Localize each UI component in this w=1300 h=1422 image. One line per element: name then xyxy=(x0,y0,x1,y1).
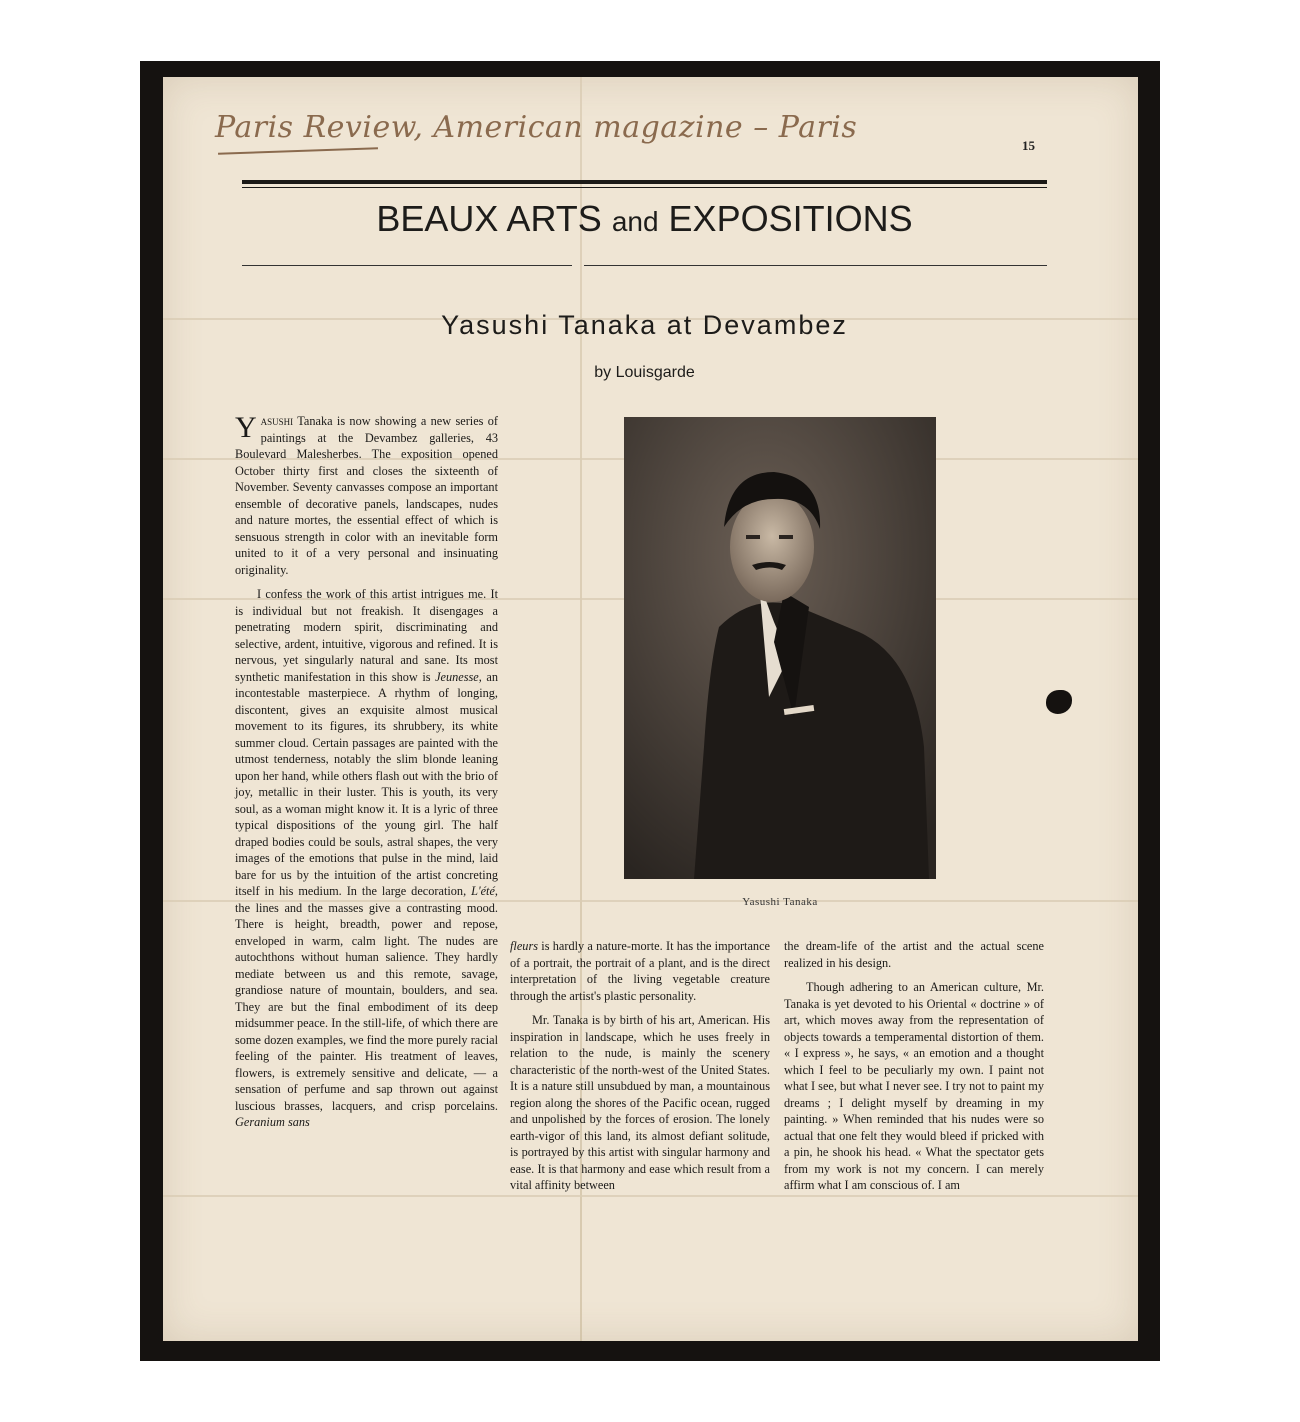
header-rule-thick xyxy=(242,180,1047,184)
section-title-and: and xyxy=(611,206,659,237)
photo-caption: Yasushi Tanaka xyxy=(742,896,818,908)
section-rule-left xyxy=(242,265,572,266)
lead-smallcaps: asushi xyxy=(260,414,294,428)
paragraph xyxy=(235,413,498,578)
page-number: 15 xyxy=(1022,138,1035,153)
section-rule-right xyxy=(584,265,1047,266)
artwork-title: fleurs xyxy=(510,939,539,953)
paragraph-text: , an incontestable masterpiece. A rhythm of longing, discontent, gives an exquisite almost musical movement to its figures, its shrubbery, its white summer cloud. Certain passages are painted with the utmost tenderness, notably the slim blonde leaning upon her hand, while others flash out with the brio of joy, metallic in their luster. This is youth, its very soul, as a woman might know it. It is a lyric of three typical dispositions of the young girl. The half draped bodies could be souls, astral shapes, the very images of the emotions that pulse in the mind, laid bare for us by the intuition of the artist concreting itself in his medium. In the large decoration, xyxy=(235,669,498,898)
handwritten-note: Paris Review, American magazine – Paris xyxy=(215,110,858,145)
byline: by Louisgarde xyxy=(594,364,695,381)
article-column-3 xyxy=(784,938,1044,1202)
paragraph-text: I confess the work of this artist intrigues me. It is individual but not freakish. It disengages a penetrating modern spirit, discriminating and selective, ardent, intuitive, vigorous and refined. It is nervous, yet singularly natural and sane. Its most synthetic manifestation in this show is xyxy=(235,587,498,684)
portrait-photo xyxy=(624,417,936,879)
article-column-1 xyxy=(235,413,498,1139)
header-rule-thin xyxy=(242,187,1047,188)
drop-cap: Y xyxy=(235,411,257,444)
paragraph: the dream-life of the artist and the actual scene realized in his design. xyxy=(784,939,1044,970)
section-title-part3: EXPOSITIONS xyxy=(668,198,913,239)
section-title xyxy=(242,198,1047,240)
article-column-2 xyxy=(510,938,770,1202)
paragraph-text: Tanaka is now showing a new series of paintings at the Devambez galleries, 43 Boulevard Malesherbes. The exposition opened October thirty first and closes the sixteenth of November. Seventy canvasses compose an important ensemble of decorative panels, landscapes, nudes and nature mortes, the essential effect of which is sensuous strength in color with an inevitable form united to it of a very personal and insinuating originality. xyxy=(235,414,498,577)
artwork-title: Geranium sans xyxy=(235,1115,310,1129)
paragraph-text: is hardly a nature-morte. It has the importance of a portrait, the portrait of a plant, and is the direct interpretation of the living vegetable creature through the artist's plastic personality. xyxy=(510,939,770,1003)
portrait-illustration xyxy=(624,417,936,879)
article-title: Yasushi Tanaka at Devambez xyxy=(441,310,848,340)
paragraph xyxy=(510,938,770,1004)
section-title-part1: BEAUX ARTS xyxy=(376,198,602,239)
paragraph: Mr. Tanaka is by birth of his art, American. His inspiration in landscape, which he uses freely in relation to the nude, is mainly the scenery characteristic of the north-west of the United States. It is a nature still unsubdued by man, a mountainous region along the shores of the Pacific ocean, rugged and unpolished by the forces of erosion. The lonely earth-vigor of this land, its almost defiant solitude, is portrayed by this artist with singular harmony and ease. It is that harmony and ease which result from a vital affinity between xyxy=(510,1013,770,1192)
paragraph: Though adhering to an American culture, Mr. Tanaka is yet devoted to his Oriental « doctrine » of art, which moves away from the representation of objects towards a temperamental distortion of them. « I express », he says, « an emotion and a thought which I feel to be peculiarly my own. I paint not what I see, but what I never see. I try not to paint my dreams ; I delight myself by dreaming in my painting. » When reminded that his nudes were so actual that one felt they would bleed if pricked with a pin, he shook his head. « What the spectator gets from my work is not my concern. I can merely affirm what I am conscious of. I am xyxy=(784,980,1044,1192)
artwork-title: Jeunesse xyxy=(435,669,479,684)
paragraph xyxy=(235,586,498,1131)
paragraph-text: , the lines and the masses give a contrasting mood. There is height, breadth, power and repose, enveloped in warm, calm light. The nudes are autochthons without human salience. They hardly mediate between us and this remote, savage, grandiose nature of mountain, boulders, and sea. They are but the final embodiment of its deep midsummer peace. In the still-life, of which there are some dozen examples, we find the more purely racial feeling of the painter. His treatment of leaves, flowers, is extremely sensitive and delicate, — a sensation of perfume and sap thrown out against luscious brasses, lacquers, and crisp porcelains. xyxy=(235,884,498,1113)
artwork-title: L'été xyxy=(471,884,495,898)
